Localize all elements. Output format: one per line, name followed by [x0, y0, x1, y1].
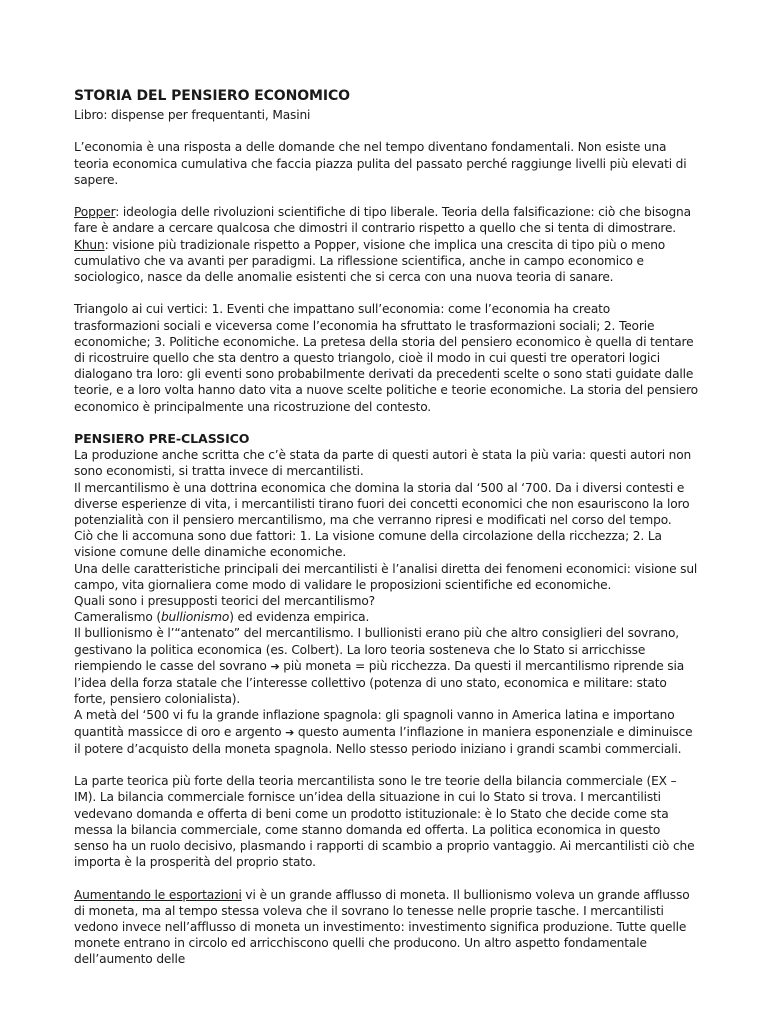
document-subtitle: Libro: dispense per frequentanti, Masini [74, 108, 311, 122]
bullionismo-text: Il bullionismo è l’“antenato” del mercantilismo. I bullionisti erano più che altro consiglieri del sovrano, gestivano la politica economica (es. Colbert). La loro teoria sosteneva che lo Stato si arricchisse riempiendo le casse del sovrano [74, 626, 680, 673]
cameralismo-text: Cameralismo ( [74, 610, 161, 625]
presupposti-question: Quali sono i presupposti teorici del mercantilismo? [74, 594, 375, 609]
popper-label: Popper [74, 205, 116, 220]
mercantilismo-paragraph: Il mercantilismo è una dottrina economica che domina la storia dal ‘500 al ‘700. Da i diversi contesti e diverse esperienze di vita, i mercantilisti tirano fuori dei concetti economici che non esauriscono la loro potenzialità con il pensiero mercantilismo, ma che verranno ripresi e modificati nel corso del tempo. [74, 480, 690, 528]
spacer [74, 285, 698, 301]
bullionismo-paragraph [74, 625, 698, 707]
spacer [74, 415, 698, 431]
spacer [74, 870, 698, 886]
bilancia-paragraph: La parte teorica più forte della teoria mercantilista sono le tre teorie della bilancia commerciale (EX – IM). La bilancia commerciale fornisce un’idea della situazione in cui lo Stato si trova. I mercantilisti vedevano domanda e offerta di beni come un prodotto istituzionale: è lo Stato che decide come sta messa la bilancia commerciale, come stanno domanda ed offerta. La politica economica in questo senso ha un ruolo decisivo, plasmando i rapporti di scambio a proprio vantaggio. Ai mercantilisti ciò che importa è la prosperità del proprio stato. [74, 774, 695, 870]
intro-paragraph: L’economia è una risposta a delle domande che nel tempo diventano fondamentali. Non esiste una teoria economica cumulativa che faccia piazza pulita del passato perché raggiunge livelli più elevati di sapere. [74, 140, 687, 187]
document-page [74, 87, 698, 968]
khun-paragraph [74, 237, 698, 286]
section-title-preclassico: PENSIERO PRE-CLASSICO [74, 431, 250, 446]
esportazioni-label: Aumentando le esportazioni [74, 887, 242, 902]
arrow-right-icon: ➔ [270, 659, 280, 673]
khun-label: Khun [74, 237, 105, 252]
esportazioni-paragraph [74, 887, 698, 968]
bullionismo-text-end: più moneta = più ricchezza. Da questi il mercantilismo riprende sia l’idea della forza statale che l’interesse collettivo (potenza di uno stato, economica e militare: stato forte, pensiero colonialista). [74, 658, 685, 707]
inflazione-paragraph [74, 707, 698, 757]
inflazione-text-end: questo aumenta l’inflazione in maniera esponenziale e diminuisce il potere d’acquisto della moneta spagnola. Nello stesso periodo iniziano i grandi scambi commerciali. [74, 724, 693, 756]
produzione-paragraph: La produzione anche scritta che c’è stata da parte di questi autori è stata la più varia: questi autori non sono economisti, si tratta invece di mercantilisti. [74, 448, 692, 479]
popper-paragraph [74, 204, 698, 236]
inflazione-text: A metà del ‘500 vi fu la grande inflazione spagnola: gli spagnoli vanno in America latina e importano quantità massicce di oro e argento [74, 708, 675, 739]
popper-text: : ideologia delle rivoluzioni scientifiche di tipo liberale. Teoria della falsificazione: ciò che bisogna fare è andare a cercare qualcosa che dimostri il contrario rispetto a quello che si tenta di dimostrare. [74, 205, 691, 236]
accomuna-paragraph: Ciò che li accomuna sono due fattori: 1. La visione comune della circolazione della ricchezza; 2. La visione comune delle dinamiche economiche. [74, 529, 662, 560]
cameralismo-text-end: ) ed evidenza empirica. [229, 610, 370, 625]
document-title: STORIA DEL PENSIERO ECONOMICO [74, 88, 350, 104]
esportazioni-text: vi è un grande afflusso di moneta. Il bullionismo voleva un grande afflusso di moneta, ma al tempo stessa voleva che il sovrano lo tenesse nelle proprie tasche. I mercantilisti vedono invece nell’afflusso di moneta un investimento: investimento significa produzione. Tutte quelle monete entrano in circolo ed arricchiscono quelli che producono. Un altro aspetto fondamentale dell’aumento delle [74, 887, 690, 967]
spacer [74, 188, 698, 204]
spacer [74, 757, 698, 773]
khun-text: : visione più tradizionale rispetto a Popper, visione che implica una crescita di tipo più o meno cumulativo che va avanti per paradigmi. La riflessione scientifica, anche in campo economico e sociologico, nasce da delle anomalie esistenti che si cerca con una nuova teoria di sanare. [74, 237, 666, 284]
bullionismo-italic: bullionismo [160, 610, 230, 625]
cameralismo-line [74, 609, 698, 625]
triangolo-paragraph: Triangolo ai cui vertici: 1. Eventi che impattano sull’economia: come l’economia ha creato trasformazioni sociali e viceversa come l’economia ha sfruttato le trasformazioni sociali; 2. Teorie economiche; 3. Politiche economiche. La pretesa della storia del pensiero economico è quella di tentare di ricostruire quello che sta dentro a questo triangolo, cioè il modo in cui questi tre operatori logici dialogano tra loro: gli eventi sono probabilmente derivati da precedenti scelte o sono stati guidate dalle teorie, e a loro volta hanno dato vita a nuove scelte politiche e teorie economiche. La storia del pensiero economico è principalmente una ricostruzione del contesto. [74, 302, 698, 414]
spacer [74, 123, 698, 139]
caratteristiche-paragraph: Una delle caratteristiche principali dei mercantilisti è l’analisi diretta dei fenomeni economici: visione sul campo, vita giornaliera come modo di validare le proposizioni scientifiche ed economiche. [74, 561, 698, 592]
arrow-right-icon: ➔ [285, 725, 295, 739]
